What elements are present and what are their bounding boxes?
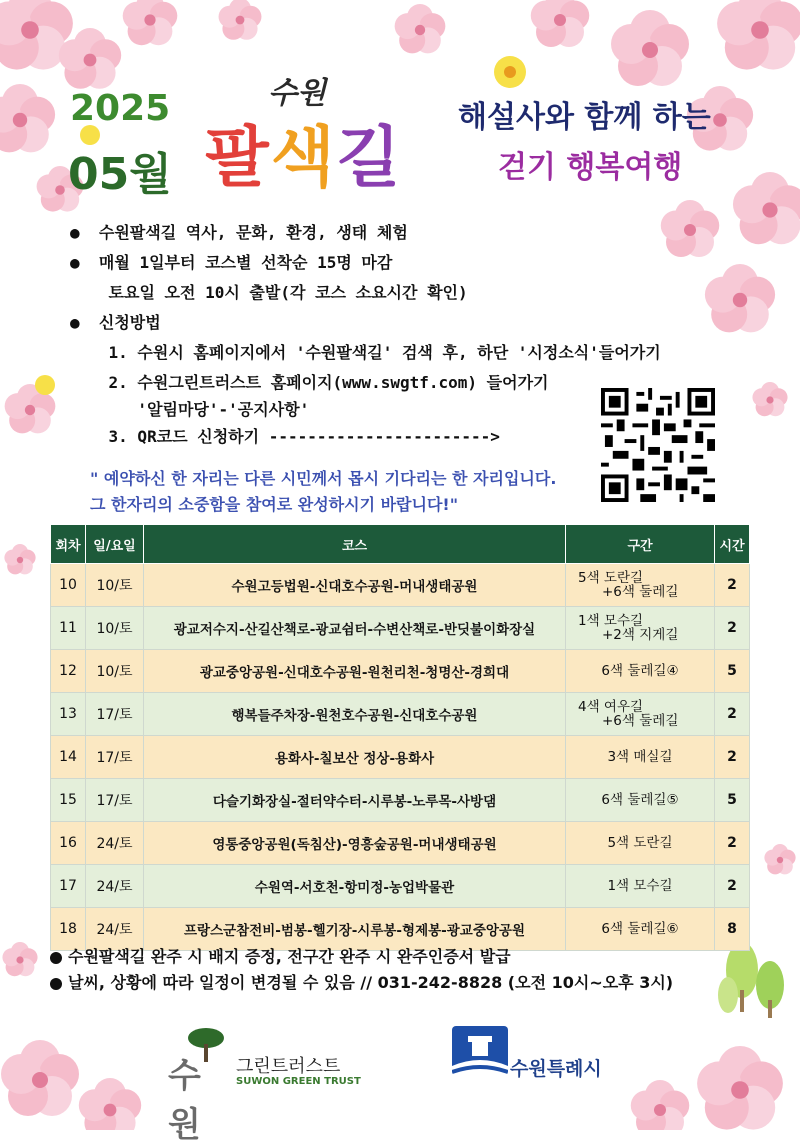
table-row bbox=[51, 865, 750, 908]
logo-char-3: 길 bbox=[336, 119, 403, 196]
note-1-text: 수원팔색길 완주 시 배지 증정, 전구간 완주 시 완주인증서 발급 bbox=[68, 947, 511, 966]
logo-paldsaekgil bbox=[205, 104, 402, 199]
green-name: 그린트러스트 bbox=[236, 1056, 341, 1077]
cell-round: 16 bbox=[51, 822, 86, 865]
tagline-1: 해설사와 함께 하는 bbox=[458, 100, 711, 135]
logo-char-2: 색 bbox=[270, 119, 337, 196]
section-line-2: +2색 지게길 bbox=[602, 627, 679, 643]
logo-char-1: 팔 bbox=[205, 119, 271, 196]
cell-time: 2 bbox=[715, 822, 750, 865]
info-line-1: ● 수원팔색길 역사, 문화, 환경, 생태 체험 bbox=[70, 223, 408, 242]
info-step-2: 2. 수원그린트러스트 홈페이지(www.swgtf.com) 들어가기 bbox=[70, 373, 549, 392]
table-row bbox=[51, 650, 750, 693]
cell-time: 2 bbox=[715, 564, 750, 607]
cell-section bbox=[566, 908, 715, 951]
table-row bbox=[51, 822, 750, 865]
quote-line-2: 그 한자리의 소중함을 참여로 완성하시기 바랍니다!" bbox=[90, 495, 459, 514]
note-2-text: 날씨, 상황에 따라 일정이 변경될 수 있음 // 031-242-8828 (오전 10시~오후 3시) bbox=[68, 973, 674, 992]
cell-time: 5 bbox=[715, 650, 750, 693]
qr-code[interactable] bbox=[600, 388, 716, 502]
info-line-4: ● 신청방법 bbox=[70, 313, 161, 332]
cell-section bbox=[566, 779, 715, 822]
cell-course: 수원고등법원-신대호수공원-머내생태공원 bbox=[144, 564, 566, 607]
quote-block bbox=[90, 466, 556, 518]
cell-round: 17 bbox=[51, 865, 86, 908]
table-row bbox=[51, 607, 750, 650]
cell-section bbox=[566, 865, 715, 908]
col-header-section: 구간 bbox=[566, 525, 715, 564]
cell-round: 11 bbox=[51, 607, 86, 650]
cell-round: 10 bbox=[51, 564, 86, 607]
info-step-3: 3. QR코드 신청하기 -----------------------> bbox=[70, 427, 500, 446]
cell-round: 14 bbox=[51, 736, 86, 779]
cell-time: 2 bbox=[715, 693, 750, 736]
suwon-city-emblem-icon bbox=[452, 1026, 508, 1082]
cell-date: 24/토 bbox=[86, 865, 144, 908]
info-block bbox=[70, 218, 661, 452]
col-header-course: 코스 bbox=[144, 525, 566, 564]
table-row bbox=[51, 779, 750, 822]
bullet-icon bbox=[50, 952, 62, 964]
logo-suwon-text: 수원 bbox=[268, 76, 326, 111]
section-line-1: 5색 도란길 bbox=[607, 835, 673, 851]
cell-date: 17/토 bbox=[86, 693, 144, 736]
section-line-1: 6색 둘레길⑤ bbox=[601, 792, 679, 808]
cell-round: 18 bbox=[51, 908, 86, 951]
col-header-time: 시간 bbox=[715, 525, 750, 564]
city-name: 수원특례시 bbox=[510, 1058, 602, 1080]
cell-course: 광교중앙공원-신대호수공원-원천리천-청명산-경희대 bbox=[144, 650, 566, 693]
cell-course: 프랑스군참전비-범봉-헬기장-시루봉-형제봉-광교중앙공원 bbox=[144, 908, 566, 951]
col-header-date: 일/요일 bbox=[86, 525, 144, 564]
cell-date: 17/토 bbox=[86, 779, 144, 822]
cell-section bbox=[566, 693, 715, 736]
cell-date: 24/토 bbox=[86, 908, 144, 951]
cell-course: 수원역-서호천-항미정-농업박물관 bbox=[144, 865, 566, 908]
cell-course: 행복들주차장-원천호수공원-신대호수공원 bbox=[144, 693, 566, 736]
note-1 bbox=[50, 944, 511, 967]
cell-round: 12 bbox=[51, 650, 86, 693]
section-line-1: 1색 모수길 bbox=[578, 613, 644, 629]
cell-date: 10/토 bbox=[86, 650, 144, 693]
schedule-table bbox=[50, 524, 750, 951]
table-row bbox=[51, 736, 750, 779]
month-label: 05월 bbox=[68, 149, 172, 200]
cell-date: 17/토 bbox=[86, 736, 144, 779]
cell-time: 8 bbox=[715, 908, 750, 951]
cell-date: 10/토 bbox=[86, 607, 144, 650]
cell-section bbox=[566, 822, 715, 865]
cell-course: 다슬기화장실-절터약수터-시루봉-노루목-사방댐 bbox=[144, 779, 566, 822]
cell-course: 광교저수지-산길산책로-광교쉼터-수변산책로-반딧불이화장실 bbox=[144, 607, 566, 650]
cell-date: 10/토 bbox=[86, 564, 144, 607]
bullet-icon bbox=[50, 978, 62, 990]
section-line-1: 6색 둘레길④ bbox=[601, 663, 679, 679]
cell-section bbox=[566, 607, 715, 650]
info-step-2b: '알림마당'-'공지사항' bbox=[70, 400, 310, 419]
section-line-1: 3색 매실길 bbox=[607, 749, 673, 765]
cell-time: 2 bbox=[715, 607, 750, 650]
info-line-3: 토요일 오전 10시 출발(각 코스 소요시간 확인) bbox=[70, 283, 468, 302]
section-line-1: 6색 둘레길⑥ bbox=[601, 921, 679, 937]
cell-section bbox=[566, 650, 715, 693]
cell-section bbox=[566, 736, 715, 779]
cell-time: 2 bbox=[715, 736, 750, 779]
tagline-2: 걷기 행복여행 bbox=[498, 150, 683, 185]
green-logo-text: 수원 bbox=[168, 1056, 201, 1145]
quote-line-1: " 예약하신 한 자리는 다른 시민께서 몹시 기다리는 한 자리입니다. bbox=[90, 469, 557, 488]
cell-date: 24/토 bbox=[86, 822, 144, 865]
cell-course: 용화사-칠보산 정상-용화사 bbox=[144, 736, 566, 779]
cell-time: 2 bbox=[715, 865, 750, 908]
table-header-row bbox=[51, 525, 750, 564]
cell-round: 15 bbox=[51, 779, 86, 822]
cell-course: 영통중앙공원(독침산)-영흥숲공원-머내생태공원 bbox=[144, 822, 566, 865]
section-line-1: 4색 여우길 bbox=[578, 699, 644, 715]
section-line-2: +6색 둘레길 bbox=[602, 713, 679, 729]
info-line-2: ● 매월 1일부터 코스별 선착순 15명 마감 bbox=[70, 253, 393, 272]
green-sub: SUWON GREEN TRUST bbox=[236, 1076, 361, 1087]
table-row bbox=[51, 564, 750, 607]
note-2 bbox=[50, 970, 673, 993]
section-line-2: +6색 둘레길 bbox=[602, 584, 679, 600]
year-label: 2025 bbox=[70, 88, 171, 129]
section-line-1: 1색 모수길 bbox=[607, 878, 673, 894]
col-header-round: 회차 bbox=[51, 525, 86, 564]
cell-section bbox=[566, 564, 715, 607]
cell-time: 5 bbox=[715, 779, 750, 822]
section-line-1: 5색 도란길 bbox=[578, 570, 644, 586]
table-row bbox=[51, 693, 750, 736]
cell-round: 13 bbox=[51, 693, 86, 736]
info-step-1: 1. 수원시 홈페이지에서 '수원팔색길' 검색 후, 하단 '시정소식'들어가기 bbox=[70, 343, 661, 362]
